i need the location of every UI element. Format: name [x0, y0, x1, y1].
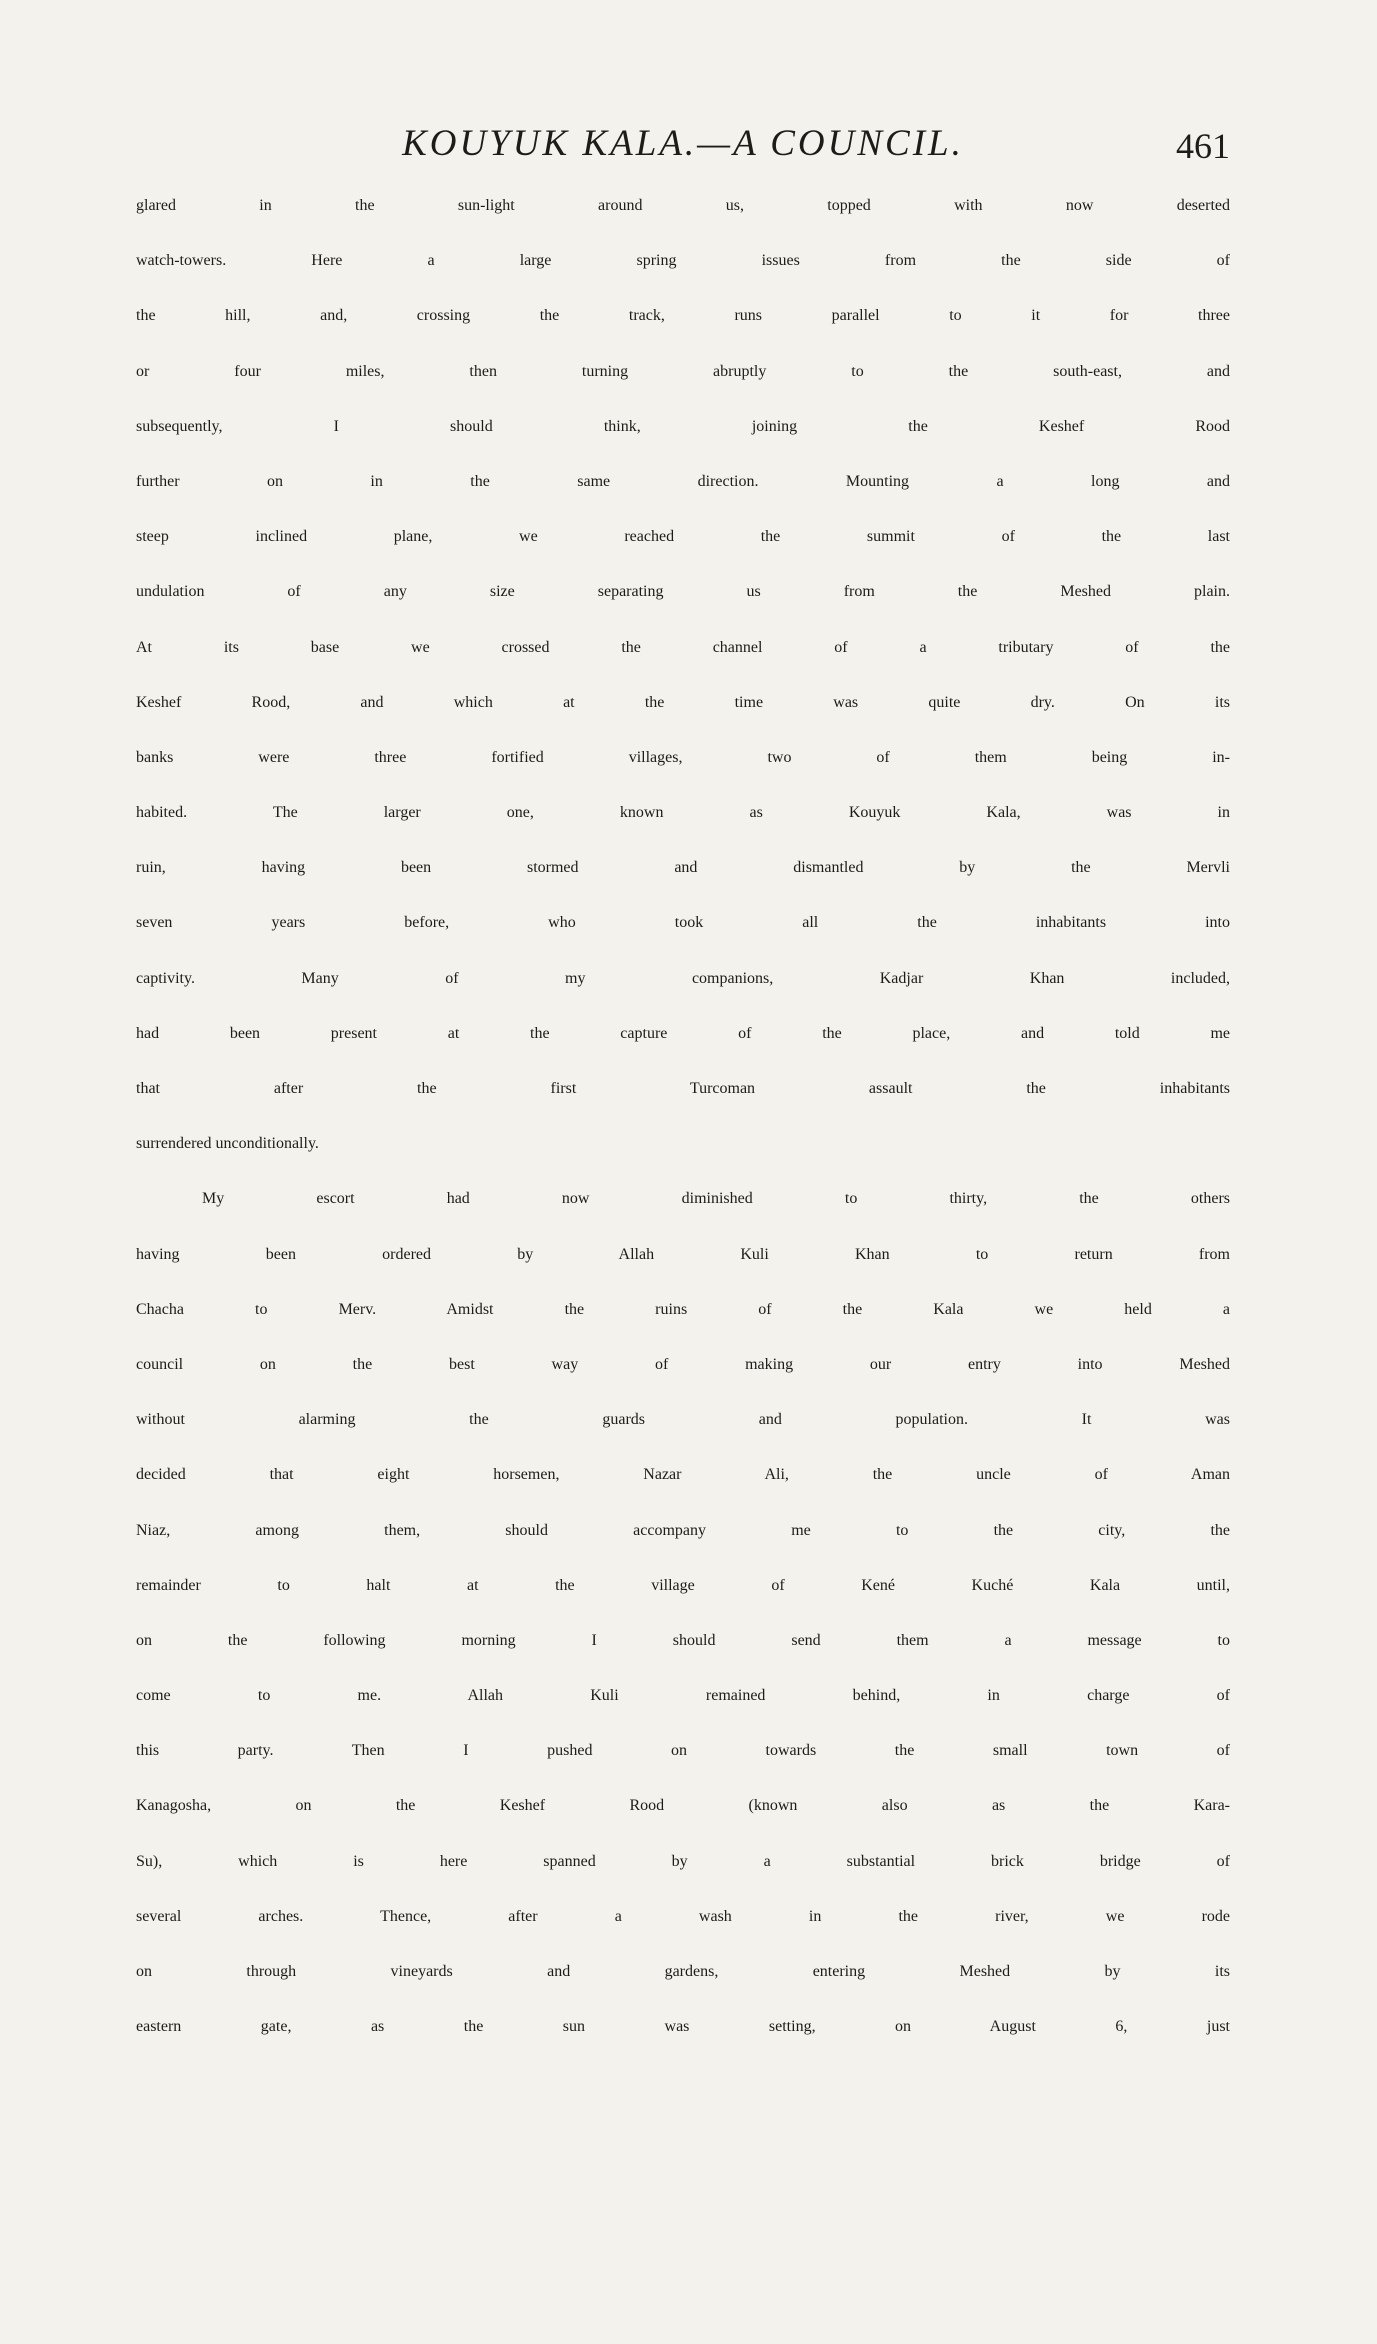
text-line: council on the best way of making our entry into Meshed: [136, 1355, 1230, 1373]
text-line: or four miles, then turning abruptly to the south-east, and: [136, 362, 1230, 380]
text-line: watch-towers. Here a large spring issues from the side of: [136, 252, 1230, 270]
text-line: further on in the same direction. Mounting a long and: [136, 472, 1230, 490]
text-line: without alarming the guards and population. It was: [136, 1411, 1230, 1429]
body-text: [136, 197, 1230, 2073]
running-title: KOUYUK KALA.—A COUNCIL.: [402, 123, 964, 164]
text-line: captivity. Many of my companions, Kadjar Khan included,: [136, 969, 1230, 987]
text-line: subsequently, I should think, joining the Keshef Rood: [136, 417, 1230, 435]
text-line-paragraph-start: My escort had now diminished to thirty, the others: [202, 1190, 1230, 1208]
text-line: this party. Then I pushed on towards the small town of: [136, 1742, 1230, 1760]
running-head: [136, 122, 1230, 172]
text-line: seven years before, who took all the inhabitants into: [136, 914, 1230, 932]
text-line: eastern gate, as the sun was setting, on August 6, just: [136, 2018, 1230, 2036]
text-line: Keshef Rood, and which at the time was quite dry. On its: [136, 693, 1230, 711]
text-line: on the following morning I should send them a message to: [136, 1631, 1230, 1649]
text-line: Niaz, among them, should accompany me to the city, the: [136, 1521, 1230, 1539]
text-line: had been present at the capture of the place, and told me: [136, 1024, 1230, 1042]
text-line: having been ordered by Allah Kuli Khan to return from: [136, 1245, 1230, 1263]
text-line: At its base we crossed the channel of a tributary of the: [136, 638, 1230, 656]
text-line: come to me. Allah Kuli remained behind, in charge of: [136, 1687, 1230, 1705]
text-line: banks were three fortified villages, two of them being in-: [136, 748, 1230, 766]
text-line: decided that eight horsemen, Nazar Ali, the uncle of Aman: [136, 1466, 1230, 1484]
text-line: that after the first Turcoman assault the inhabitants: [136, 1080, 1230, 1097]
text-line: the hill, and, crossing the track, runs parallel to it for three: [136, 307, 1230, 325]
text-line: steep inclined plane, we reached the summit of the last: [136, 528, 1230, 546]
text-line: on through vineyards and gardens, entering Meshed by its: [136, 1963, 1230, 1980]
text-line-paragraph-end: surrendered unconditionally.: [136, 1135, 319, 1153]
text-line: glared in the sun-light around us, topped with now deserted: [136, 197, 1230, 214]
text-line: remainder to halt at the village of Kené Kuché Kala until,: [136, 1576, 1230, 1594]
text-line: ruin, having been stormed and dismantled by the Mervli: [136, 859, 1230, 877]
text-line: Su), which is here spanned by a substantial brick bridge of: [136, 1852, 1230, 1870]
text-line: Kanagosha, on the Keshef Rood (known also as the Kara-: [136, 1797, 1230, 1815]
text-line: Chacha to Merv. Amidst the ruins of the Kala we held a: [136, 1300, 1230, 1318]
text-line: habited. The larger one, known as Kouyuk Kala, was in: [136, 804, 1230, 822]
text-line: undulation of any size separating us from the Meshed plain.: [136, 583, 1230, 601]
text-line: several arches. Thence, after a wash in the river, we rode: [136, 1907, 1230, 1925]
page-number: 461: [1176, 126, 1230, 166]
